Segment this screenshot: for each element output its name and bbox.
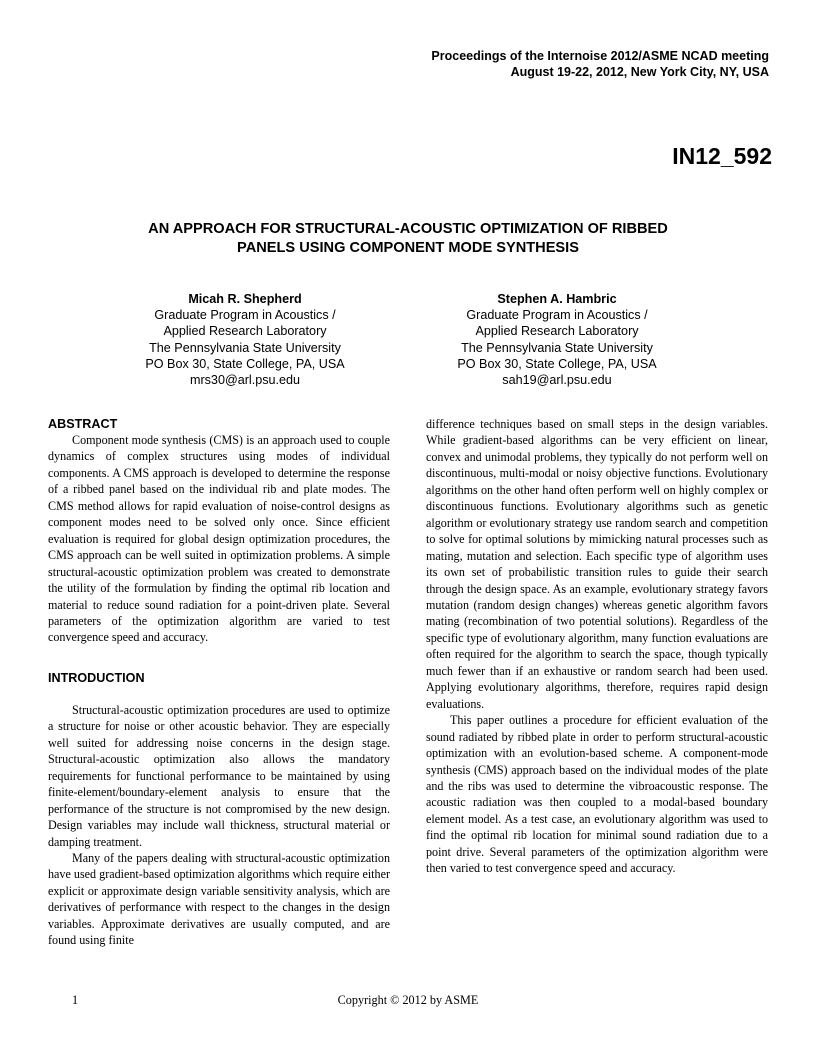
introduction-paragraph-3: This paper outlines a procedure for efficient evaluation of the sound radiated by ribbed plate in order to perform structural-acoustic optimization with an evolution-based scheme. A component-mode synthesis (CMS) approach based on the individual modes of the plate and the ribs was used to determine the vibroacoustic response. The acoustic radiation was then coupled to a modal-based boundary element model. As a test case, an evolutionary algorithm was used to find the optimal rib location for minimal sound radiation due to a point drive. Several parameters of the optimization algorithm were then varied to test convergence speed and accuracy.	[426, 713, 768, 876]
author-affiliation: The Pennsylvania State University	[149, 340, 341, 355]
page-number: 1	[72, 993, 79, 1007]
introduction-paragraph-2: Many of the papers dealing with structural-acoustic optimization have used gradient-based optimization algorithms which require either explicit or approximate design variable sensitivity analysis, which are derivatives of performance with respect to the changes in the design variables. Approximate derivatives are usually computed, and are found using finite	[48, 850, 390, 948]
author-affiliation: Graduate Program in Acoustics /	[154, 308, 336, 323]
author-affiliation: Applied Research Laboratory	[163, 324, 327, 339]
author-affiliation: Applied Research Laboratory	[475, 324, 639, 339]
author-block-2	[407, 291, 707, 388]
title-line-2: PANELS USING COMPONENT MODE SYNTHESIS	[237, 240, 579, 256]
copyright-notice: Copyright © 2012 by ASME	[337, 993, 479, 1007]
proceedings-line-2: August 19-22, 2012, New York City, NY, USA	[510, 65, 769, 79]
author-name: Stephen A. Hambric	[497, 292, 617, 306]
introduction-heading: INTRODUCTION	[48, 670, 145, 685]
author-email: sah19@arl.psu.edu	[502, 373, 612, 388]
introduction-paragraph-1: Structural-acoustic optimization procedures are used to optimize a structure for noise or other acoustic behavior. They are especially well suited for addressing noise concerns in the design stage. Structural-acoustic optimization also allows the mandatory requirements for functional performance to be maintained by using finite-element/boundary-element analysis to ensure that the performance of the structure is not compromised by the new design. Design variables may include wall thickness, structural material or damping treatment.	[48, 702, 390, 849]
abstract-text: Component mode synthesis (CMS) is an approach used to couple dynamics of complex structures using modes of individual components. A CMS approach is developed to determine the response of a ribbed panel based on the individual rib and plate modes. The CMS method allows for rapid evaluation of noise-control designs as component modes need to be solved only once. Since efficient evaluation is required for global design optimization procedures, the CMS approach can be well suited in optimization problems. A simple structural-acoustic optimization problem was created to demonstrate the utility of the formulation by finding the optimal rib location and material to reduce sound radiation for a point-driven plate. Several parameters of the optimization algorithm are varied to test convergence speed and accuracy.	[48, 433, 390, 645]
author-address: PO Box 30, State College, PA, USA	[145, 356, 345, 371]
title-line-1: AN APPROACH FOR STRUCTURAL-ACOUSTIC OPTIMIZATION OF RIBBED	[148, 221, 668, 237]
author-affiliation: The Pennsylvania State University	[461, 340, 653, 355]
paper-id: IN12_592	[672, 143, 772, 169]
author-address: PO Box 30, State College, PA, USA	[457, 356, 657, 371]
right-column	[426, 416, 768, 877]
proceedings-header	[431, 48, 769, 80]
paper-title	[90, 220, 726, 258]
left-column	[48, 416, 390, 949]
introduction-paragraph-2-continued: difference techniques based on small steps in the design variables. While gradient-based algorithms can be very efficient on linear, convex and unimodal problems, they typically do not perform well on discontinuous, multi-modal or noisy objective functions. Evolutionary algorithms on the other hand often perform well on highly complex or discontinuous functions. Evolutionary algorithms such as genetic algorithm or evolutionary strategy use random search and competition to solve for optimal solutions by mimicking natural processes such as mating, mutation and selection. Each specific type of algorithm uses its own set of probabilistic transition rules to guide their search through the design space. As an example, evolutionary strategy favors mutation (random design changes) whereas genetic algorithm favors mating (recombination of two potential solutions). Regardless of the specific type of evolutionary algorithm, many function evaluations are often required for the algorithm to search the space, though typically much fewer than if an exhaustive or random search had been used. Applying evolutionary algorithms, therefore, requires rapid design evaluations.	[426, 417, 768, 711]
author-email: mrs30@arl.psu.edu	[189, 373, 301, 388]
author-name: Micah R. Shepherd	[188, 292, 302, 306]
abstract-heading: ABSTRACT	[48, 417, 118, 431]
proceedings-line-1: Proceedings of the Internoise 2012/ASME NCAD meeting	[431, 49, 769, 63]
author-affiliation: Graduate Program in Acoustics /	[466, 308, 648, 323]
author-block-1	[95, 291, 395, 388]
